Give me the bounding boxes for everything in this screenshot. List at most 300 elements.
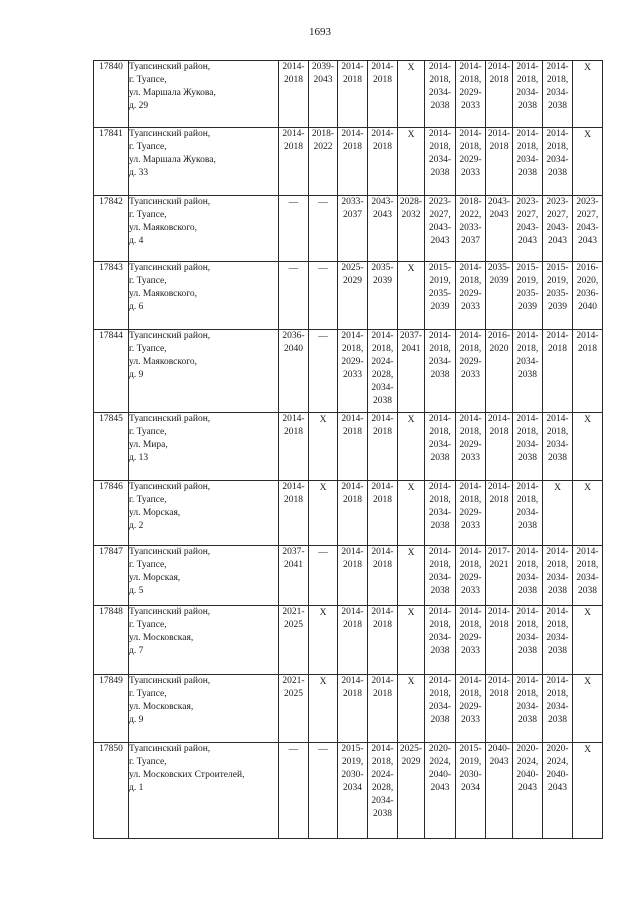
period-value: 2021- (282, 607, 305, 617)
period-value: 2018, (516, 689, 539, 699)
period-value: 2014- (459, 414, 482, 424)
period-cell (338, 546, 368, 606)
period-value: 2018, (546, 689, 569, 699)
table-row (94, 196, 603, 262)
row-number: 17846 (94, 481, 129, 546)
period-value: 2018, (459, 620, 482, 630)
address-line: Туапсинский район, (129, 62, 211, 72)
period-cell (309, 128, 338, 196)
period-value: X (407, 63, 415, 73)
period-value: 2025 (284, 620, 303, 630)
period-value: 2018- (459, 197, 482, 207)
period-cell (338, 196, 368, 262)
period-value: 2014- (282, 62, 305, 72)
period-cell (425, 546, 456, 606)
period-value: 2018, (546, 427, 569, 437)
period-value: — (288, 198, 299, 208)
period-value: 2025- (341, 263, 364, 273)
period-value: 2014- (428, 129, 452, 139)
period-cell (398, 330, 425, 413)
period-value: X (584, 677, 591, 687)
address-line: г. Туапсе, (129, 689, 167, 699)
period-value: X (584, 63, 591, 73)
period-value: 2018 (373, 75, 392, 85)
period-value: — (318, 548, 328, 558)
period-value: 2014- (371, 744, 394, 754)
period-value: 2018 (373, 427, 392, 437)
address-line: ул. Маяковского, (129, 357, 198, 367)
period-value: 2029- (459, 702, 482, 712)
address-line: Туапсинский район, (129, 482, 211, 492)
period-value: 2014- (428, 676, 452, 686)
period-cell (543, 606, 573, 675)
period-value: X (554, 483, 561, 493)
period-value: X (584, 483, 591, 493)
address-cell (129, 413, 279, 481)
period-value: 2038 (518, 453, 537, 463)
period-value: 2018 (489, 427, 509, 437)
period-value: 2034- (516, 633, 539, 643)
table-body (94, 61, 603, 839)
period-value: 2014- (371, 129, 394, 139)
period-cell (338, 606, 368, 675)
period-value: 2029 (401, 757, 421, 767)
address-line: ул. Московская, (129, 702, 194, 712)
period-cell (368, 743, 398, 839)
period-value: 2034- (428, 508, 452, 518)
period-cell (309, 413, 338, 481)
period-value: 2018- (311, 129, 335, 139)
table-row (94, 330, 603, 413)
period-cell (398, 546, 425, 606)
period-value: 2018, (429, 689, 451, 699)
period-value: 2033 (461, 586, 480, 596)
period-cell (425, 196, 456, 262)
period-value: 2018, (371, 344, 394, 354)
address-line: ул. Мира, (129, 440, 168, 450)
row-number: 17842 (94, 196, 129, 262)
period-value: 2014- (487, 62, 511, 72)
period-value: 2033 (461, 302, 480, 312)
period-value: 2029- (341, 357, 364, 367)
period-value: 2033 (343, 370, 362, 380)
period-value: 2033 (461, 101, 480, 111)
period-cell (398, 413, 425, 481)
period-value: 2018, (546, 142, 569, 152)
period-value: 2043- (428, 223, 452, 233)
period-cell (309, 61, 338, 128)
period-value: 2043 (518, 783, 537, 793)
period-value: 2029- (459, 88, 482, 98)
period-value: 2018, (429, 142, 451, 152)
table-row (94, 128, 603, 196)
period-cell (398, 675, 425, 743)
period-value: 2016- (576, 263, 599, 273)
period-value: 2014- (428, 62, 452, 72)
period-cell (456, 606, 486, 675)
period-value: 2030- (341, 770, 364, 780)
period-value: X (407, 130, 415, 140)
period-value: 2014- (546, 547, 569, 557)
period-value: 2034- (516, 440, 539, 450)
period-cell (513, 196, 543, 262)
period-value: 2018 (343, 560, 362, 570)
address-cell (129, 330, 279, 413)
period-cell (338, 262, 368, 330)
period-value: 2034- (546, 702, 569, 712)
period-value: 2024, (516, 757, 539, 767)
period-value: 2038 (548, 101, 567, 111)
period-cell (368, 196, 398, 262)
period-value: 2018, (459, 560, 482, 570)
table-row (94, 546, 603, 606)
period-cell (338, 481, 368, 546)
table-row (94, 675, 603, 743)
period-value: 2014- (546, 129, 569, 139)
period-value: 2014- (428, 414, 452, 424)
period-value: 2028- (399, 197, 423, 207)
period-cell (398, 262, 425, 330)
address-line: г. Туапсе, (129, 620, 167, 630)
period-value: 2036- (282, 331, 305, 341)
period-value: 2029- (459, 633, 482, 643)
period-value: 2039 (489, 276, 509, 286)
period-value: 2018, (429, 344, 451, 354)
period-value: 2023- (546, 197, 569, 207)
period-value: X (584, 608, 591, 618)
period-value: 2014- (282, 414, 305, 424)
period-cell (573, 606, 603, 675)
period-value: 2014- (428, 607, 452, 617)
address-cell (129, 546, 279, 606)
period-value: 2014- (546, 607, 569, 617)
period-cell (486, 675, 513, 743)
period-value: 2034- (428, 633, 452, 643)
period-value: 2033 (461, 521, 480, 531)
period-value: 2040 (578, 302, 597, 312)
period-value: 2043 (489, 757, 509, 767)
period-value: 2018, (459, 495, 482, 505)
row-number: 17850 (94, 743, 129, 839)
period-value: 2028, (371, 370, 394, 380)
row-number: 17840 (94, 61, 129, 128)
period-value: 2014- (371, 331, 394, 341)
period-value: 2018 (343, 75, 362, 85)
period-cell (279, 128, 309, 196)
period-cell (543, 61, 573, 128)
period-value: 2014- (516, 414, 539, 424)
period-value: 2014- (487, 414, 511, 424)
period-value: 2014- (546, 331, 569, 341)
period-value: 2018, (516, 344, 539, 354)
period-value: 2034- (428, 357, 452, 367)
period-value: 2034- (371, 796, 394, 806)
period-cell (486, 743, 513, 839)
row-number: 17843 (94, 262, 129, 330)
address-line: г. Туапсе, (129, 495, 167, 505)
period-value: 2040- (487, 744, 511, 754)
period-value: 2014- (341, 414, 364, 424)
address-cell (129, 61, 279, 128)
period-value: 2033 (461, 168, 480, 178)
period-value: 2035- (428, 289, 452, 299)
period-value: 2014- (459, 607, 482, 617)
period-value: 2043 (548, 783, 567, 793)
period-value: 2014- (516, 331, 539, 341)
period-value: 2034- (546, 88, 569, 98)
period-value: X (584, 130, 591, 140)
row-number: 17845 (94, 413, 129, 481)
address-line: Туапсинский район, (129, 129, 211, 139)
period-cell (486, 606, 513, 675)
period-cell (279, 330, 309, 413)
period-value: 2027, (429, 210, 451, 220)
period-value: 2029- (459, 155, 482, 165)
address-line: Туапсинский район, (129, 331, 211, 341)
period-value: 2033 (461, 715, 480, 725)
period-value: 2018 (489, 75, 509, 85)
period-cell (486, 481, 513, 546)
period-cell (513, 546, 543, 606)
period-value: 2028, (371, 783, 394, 793)
period-value: 2018, (576, 560, 599, 570)
schedule-table (93, 60, 603, 839)
period-value: 2034- (546, 573, 569, 583)
address-line: д. 13 (129, 453, 149, 463)
period-cell (425, 606, 456, 675)
period-value: 2038 (518, 586, 537, 596)
address-line: г. Туапсе, (129, 142, 167, 152)
period-value: 2018 (373, 620, 392, 630)
period-cell (279, 675, 309, 743)
period-cell (309, 606, 338, 675)
period-value: 2018, (516, 495, 539, 505)
period-value: 2014- (282, 482, 305, 492)
period-value: 2034- (546, 633, 569, 643)
period-cell (543, 196, 573, 262)
period-value: 2018 (373, 689, 392, 699)
period-value: X (407, 608, 415, 618)
period-value: 2017- (487, 547, 511, 557)
period-cell (486, 262, 513, 330)
period-value: 2043 (578, 236, 597, 246)
period-value: 2014- (459, 676, 482, 686)
period-cell (368, 262, 398, 330)
period-value: 2018, (546, 75, 569, 85)
period-value: 2034- (428, 440, 452, 450)
period-value: 2030- (459, 770, 482, 780)
period-value: — (288, 745, 299, 755)
row-number: 17847 (94, 546, 129, 606)
period-value: 2027, (546, 210, 569, 220)
period-cell (486, 413, 513, 481)
period-value: 2018 (343, 620, 362, 630)
address-line: ул. Морская, (129, 573, 181, 583)
period-value: 2018, (516, 427, 539, 437)
address-line: ул. Маяковского, (129, 289, 198, 299)
row-number: 17844 (94, 330, 129, 413)
period-value: 2038 (518, 646, 537, 656)
period-cell (513, 481, 543, 546)
period-cell (309, 743, 338, 839)
period-value: 2034- (546, 440, 569, 450)
period-cell (279, 61, 309, 128)
period-cell (338, 675, 368, 743)
period-value: X (407, 548, 415, 558)
period-value: 2019, (429, 276, 451, 286)
period-value: 2023- (516, 197, 539, 207)
period-value: 2040 (284, 344, 303, 354)
period-value: 2037 (343, 210, 362, 220)
period-value: 2020, (576, 276, 599, 286)
period-cell (338, 743, 368, 839)
period-value: 2034- (371, 383, 394, 393)
period-cell (338, 128, 368, 196)
period-cell (279, 196, 309, 262)
period-value: 2018, (429, 620, 451, 630)
period-value: 2024, (429, 757, 451, 767)
period-value: 2025- (399, 744, 423, 754)
period-value: 2038 (373, 809, 392, 819)
period-cell (309, 546, 338, 606)
period-cell (456, 330, 486, 413)
period-cell (456, 743, 486, 839)
period-value: 2043- (576, 223, 599, 233)
period-value: 2034- (428, 702, 452, 712)
period-cell (309, 330, 338, 413)
period-value: 2014- (371, 676, 394, 686)
period-value: 2018 (343, 142, 362, 152)
period-cell (368, 606, 398, 675)
period-value: 2018, (459, 276, 482, 286)
period-cell (486, 546, 513, 606)
address-line: ул. Маршала Жукова, (129, 155, 216, 165)
period-value: — (288, 264, 299, 274)
period-value: 2029- (459, 289, 482, 299)
period-value: 2043- (487, 197, 511, 207)
address-cell (129, 481, 279, 546)
period-value: 2014- (516, 62, 539, 72)
period-value: 2014- (459, 129, 482, 139)
period-cell (309, 196, 338, 262)
period-cell (309, 481, 338, 546)
period-value: 2018, (371, 757, 394, 767)
period-cell (486, 61, 513, 128)
table-row (94, 606, 603, 675)
period-value: 2024, (546, 757, 569, 767)
address-line: ул. Морская, (129, 508, 181, 518)
address-line: г. Туапсе, (129, 757, 167, 767)
address-line: Туапсинский район, (129, 547, 211, 557)
period-value: 2014- (516, 676, 539, 686)
period-value: 2043 (430, 236, 450, 246)
period-value: 2018 (489, 620, 509, 630)
period-value: 2018, (459, 689, 482, 699)
period-value: 2019, (516, 276, 539, 286)
period-cell (279, 413, 309, 481)
address-line: г. Туапсе, (129, 344, 167, 354)
period-value: 2014- (487, 482, 511, 492)
period-value: 2018, (516, 142, 539, 152)
address-line: д. 6 (129, 302, 144, 312)
period-value: — (318, 198, 328, 208)
period-value: 2018 (284, 495, 303, 505)
period-value: 2018 (343, 427, 362, 437)
period-value: 2018, (459, 427, 482, 437)
period-value: 2038 (430, 715, 450, 725)
period-value: 2038 (430, 521, 450, 531)
period-value: 2018 (489, 495, 509, 505)
period-value: 2018 (373, 560, 392, 570)
address-line: Туапсинский район, (129, 414, 211, 424)
period-value: 2014- (459, 547, 482, 557)
period-value: 2014- (428, 331, 452, 341)
period-value: 2014- (576, 331, 599, 341)
period-value: 2020- (546, 744, 569, 754)
period-cell (573, 481, 603, 546)
period-cell (456, 128, 486, 196)
period-cell (338, 61, 368, 128)
period-value: 2034- (516, 357, 539, 367)
row-number: 17849 (94, 675, 129, 743)
period-cell (513, 606, 543, 675)
period-value: 2020- (516, 744, 539, 754)
period-value: 2014- (576, 547, 599, 557)
period-value: 2043 (518, 236, 537, 246)
period-value: 2014- (516, 482, 539, 492)
period-value: 2038 (548, 168, 567, 178)
period-value: 2038 (430, 586, 450, 596)
period-value: 2014- (341, 62, 364, 72)
period-value: 2038 (548, 453, 567, 463)
period-value: 2018, (516, 620, 539, 630)
address-line: ул. Маяковского, (129, 223, 198, 233)
period-value: 2038 (430, 168, 450, 178)
period-value: 2043 (313, 75, 333, 85)
period-value: 2015- (428, 263, 452, 273)
period-value: 2027, (516, 210, 539, 220)
period-cell (573, 330, 603, 413)
period-value: 2014- (516, 129, 539, 139)
period-cell (425, 330, 456, 413)
period-value: X (319, 483, 327, 493)
table-row (94, 743, 603, 839)
address-line: д. 7 (129, 646, 144, 656)
address-cell (129, 606, 279, 675)
period-value: 2033 (461, 370, 480, 380)
address-line: д. 9 (129, 715, 144, 725)
period-cell (486, 196, 513, 262)
period-value: 2018, (429, 427, 451, 437)
period-value: 2014- (341, 129, 364, 139)
address-line: д. 2 (129, 521, 144, 531)
period-value: X (319, 608, 327, 618)
period-value: 2039 (548, 302, 567, 312)
period-cell (573, 61, 603, 128)
period-cell (368, 675, 398, 743)
period-value: 2014- (341, 331, 364, 341)
period-value: 2038 (373, 396, 392, 406)
address-cell (129, 128, 279, 196)
period-cell (543, 128, 573, 196)
period-value: 2038 (430, 453, 450, 463)
period-cell (309, 262, 338, 330)
period-value: 2014- (341, 482, 364, 492)
address-line: д. 9 (129, 370, 144, 380)
period-value: 2014- (516, 547, 539, 557)
period-value: 2018, (429, 495, 451, 505)
period-cell (425, 61, 456, 128)
